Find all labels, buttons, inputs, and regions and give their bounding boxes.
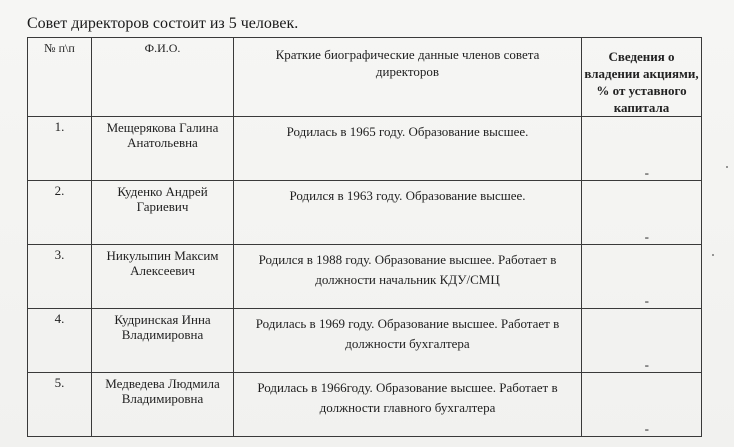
table-row [28, 245, 702, 309]
row-name: Медведева Людмила Владимировна [105, 376, 220, 406]
table-row [28, 117, 702, 181]
row-number-cell [28, 309, 92, 373]
row-number: 4. [54, 311, 65, 326]
header-share-label: Сведения о владении акциями, % от уставного капитала [584, 49, 699, 115]
row-number: 2. [54, 183, 65, 198]
row-name-cell [92, 245, 234, 309]
header-name-label: Ф.И.О. [144, 41, 181, 55]
page-heading: Совет директоров состоит из 5 человек. [27, 15, 299, 32]
header-bio [234, 38, 582, 117]
row-name: Никулыпин Максим Алексеевич [106, 248, 219, 278]
row-bio-cell [234, 309, 582, 373]
row-number: 3. [54, 247, 65, 262]
row-name: Мещерякова Галина Анатольевна [106, 120, 219, 150]
row-share-cell [582, 181, 702, 245]
table-row [28, 373, 702, 437]
row-bio-cell [234, 181, 582, 245]
header-number-label: № п\п [44, 41, 75, 55]
row-bio-cell [234, 373, 582, 437]
row-share: - [644, 229, 649, 244]
row-bio-cell [234, 117, 582, 181]
row-name-cell [92, 373, 234, 437]
row-share: - [644, 357, 649, 372]
row-number-cell [28, 373, 92, 437]
header-name [92, 38, 234, 117]
row-share-cell [582, 245, 702, 309]
row-share: - [644, 293, 649, 308]
header-number [28, 38, 92, 117]
row-name-cell [92, 181, 234, 245]
row-share: - [644, 421, 649, 436]
row-bio-cell [234, 245, 582, 309]
row-share-cell [582, 373, 702, 437]
header-share [582, 38, 702, 117]
table-row [28, 181, 702, 245]
row-number-cell [28, 117, 92, 181]
row-name-cell [92, 309, 234, 373]
row-bio: Родилась в 1969 году. Образование высшее. Работает в должности бухгалтера [255, 316, 560, 351]
row-share-cell [582, 309, 702, 373]
row-share: - [644, 165, 649, 180]
row-bio: Родилась в 1966году. Образование высшее. Работает в должности главного бухгалтера [257, 380, 558, 415]
row-bio: Родился в 1988 году. Образование высшее. Работает в должности начальник КДУ/СМЦ [258, 252, 557, 287]
header-bio-label: Краткие биографические данные членов совета директоров [275, 47, 540, 79]
row-name: Кудринская Инна Владимировна [114, 312, 211, 342]
scan-speck [712, 254, 714, 256]
row-name-cell [92, 117, 234, 181]
row-number-cell [28, 245, 92, 309]
scan-speck [726, 166, 728, 168]
row-bio: Родился в 1963 году. Образование высшее. [289, 188, 526, 203]
row-share-cell [582, 117, 702, 181]
table-header-row [28, 38, 702, 117]
row-number: 5. [54, 375, 65, 390]
directors-table [27, 37, 702, 437]
row-number: 1. [54, 119, 65, 134]
row-bio: Родилась в 1965 году. Образование высшее. [286, 124, 529, 139]
row-name: Куденко Андрей Гариевич [117, 184, 208, 214]
table-row [28, 309, 702, 373]
row-number-cell [28, 181, 92, 245]
